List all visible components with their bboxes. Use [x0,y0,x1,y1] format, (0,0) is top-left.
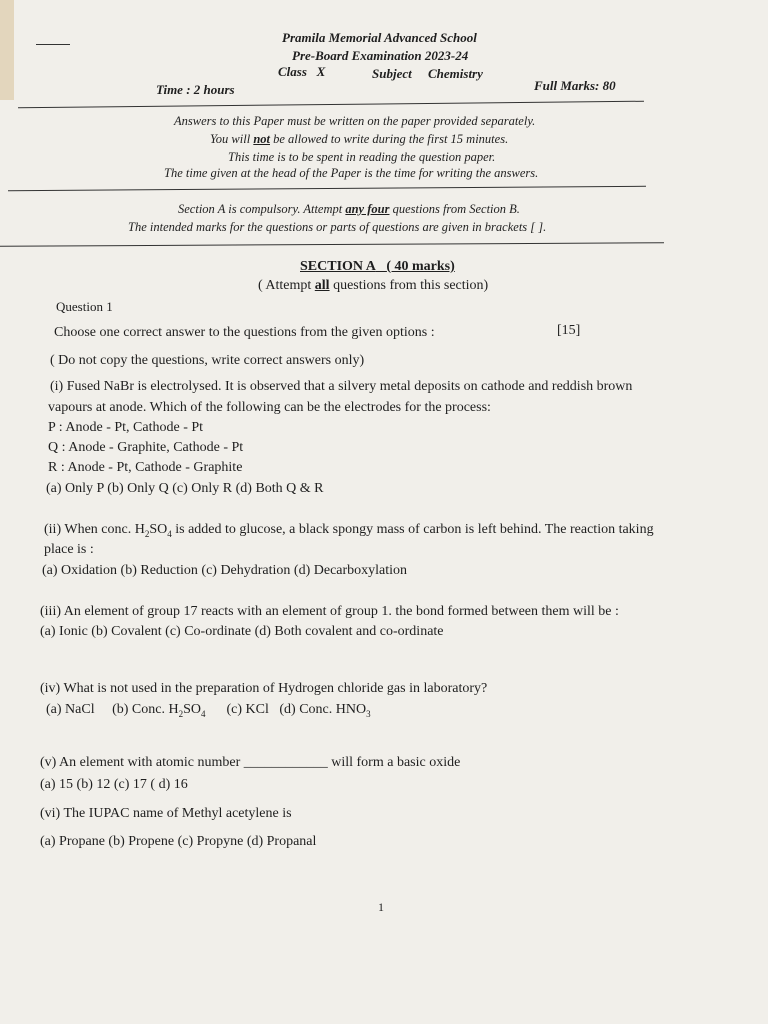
school-name: Pramila Memorial Advanced School [282,30,477,45]
section-title: SECTION A ( 40 marks) [300,259,455,274]
divider-3 [0,242,664,246]
q-i-line-2: vapours at anode. Which of the following can be the electrodes for the process: [48,400,491,415]
question-prompt: Choose one correct answer to the questions from the given options : [54,325,435,340]
instruction-line-4: The time given at the head of the Paper is the time for writing the answers. [164,166,539,180]
q-i-option-r: R : Anode - Pt, Cathode - Graphite [48,460,243,475]
q-v-line-1: (v) An element with atomic number ____________ will form a basic oxide [40,755,461,770]
instruction-line-3: This time is to be spent in reading the question paper. [228,150,496,164]
section-subtitle: ( Attempt all questions from this section) [258,278,489,293]
q-ii-choices: (a) Oxidation (b) Reduction (c) Dehydration (d) Decarboxylation [42,563,408,578]
q-i-option-q: Q : Anode - Graphite, Cathode - Pt [48,440,244,455]
question-note: ( Do not copy the questions, write correct answers only) [50,353,365,368]
divider-1 [18,101,644,109]
q-iv-line-1: (iv) What is not used in the preparation of Hydrogen chloride gas in laboratory? [40,681,488,696]
exam-title: Pre-Board Examination 2023-24 [292,48,469,63]
q-ii-line-2: place is : [44,542,94,557]
instruction-line-2: You will not be allowed to write during the first 15 minutes. [210,132,509,146]
instruction-line-1: Answers to this Paper must be written on the paper provided separately. [174,114,536,128]
q-ii-line-1: (ii) When conc. $H_2SO_4$ is added to glucose, a black spongy mass of carbon is left behind. The reaction taking [44,522,654,539]
q-vi-choices: (a) Propane (b) Propene (c) Propyne (d) Propanal [40,834,317,849]
question-marks: [15] [557,323,581,338]
corner-dash [36,44,70,45]
q-vi-line-1: (vi) The IUPAC name of Methyl acetylene is [40,806,292,821]
page-number: 1 [378,900,384,914]
full-marks: Full Marks: 80 [534,78,616,93]
q-i-option-p: P : Anode - Pt, Cathode - Pt [48,420,204,435]
divider-2 [8,186,646,191]
page-edge-stain [0,0,14,100]
time-allowed: Time : 2 hours [156,82,235,97]
q-iii-choices: (a) Ionic (b) Covalent (c) Co-ordinate (d) Both covalent and co-ordinate [40,624,444,639]
q-iv-choices: (a) NaCl (b) Conc. $H_2SO_4$ (c) KCl (d) Conc. $HNO_3$ [46,702,371,719]
subject-label: Subject Chemistry [372,66,483,81]
q-i-line-1: (i) Fused NaBr is electrolysed. It is observed that a silvery metal deposits on cathode and reddish brown [50,379,633,394]
q-v-choices: (a) 15 (b) 12 (c) 17 ( d) 16 [40,777,188,792]
question-label: Question 1 [56,299,113,314]
q-iii-line-1: (iii) An element of group 17 reacts with an element of group 1. the bond formed between them will be : [40,604,619,619]
section-instruction-2: The intended marks for the questions or parts of questions are given in brackets [ ]. [128,220,547,234]
q-i-choices: (a) Only P (b) Only Q (c) Only R (d) Both Q & R [46,481,324,496]
class-label: Class X [278,64,326,79]
section-instruction-1: Section A is compulsory. Attempt any four questions from Section B. [178,202,520,216]
